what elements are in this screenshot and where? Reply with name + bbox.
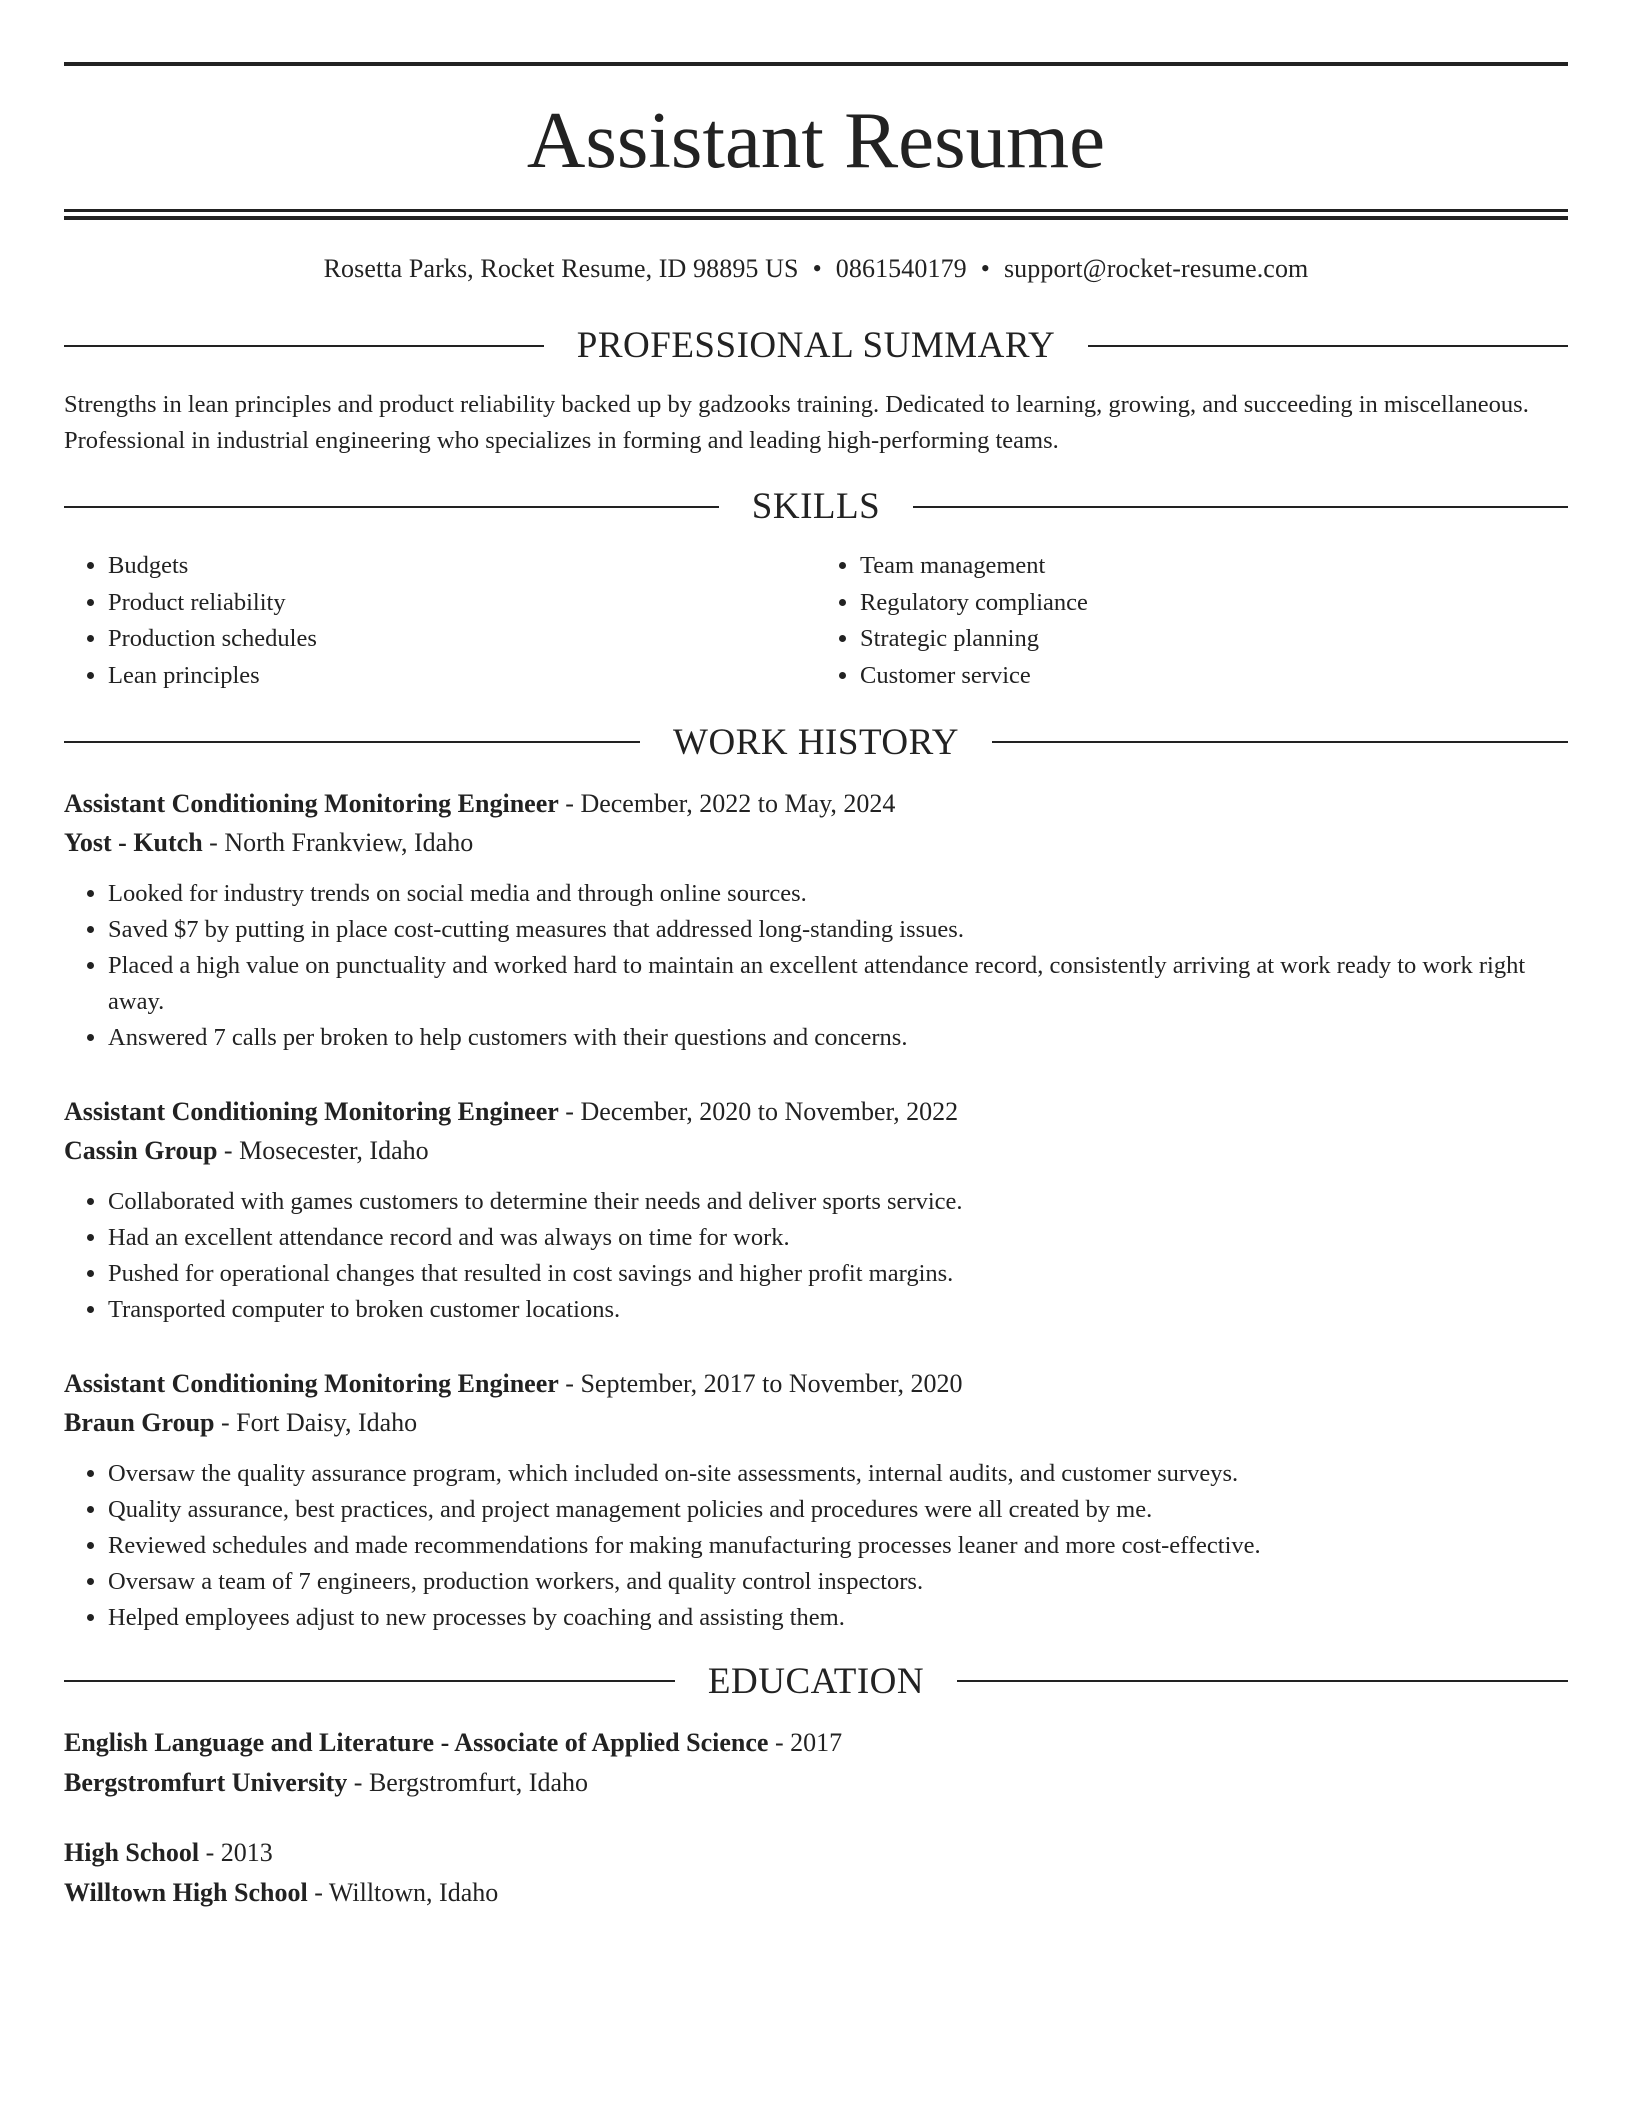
job-title: Assistant Conditioning Monitoring Engineer — [64, 1368, 559, 1398]
job-company-line — [64, 823, 1568, 862]
education-degree: High School — [64, 1837, 200, 1867]
title-double-rule — [64, 209, 1568, 220]
job-bullet: • Quality assurance, best practices, and project management policies and procedures were all created by me. — [108, 1492, 1568, 1528]
job-bullets — [64, 876, 1568, 1056]
contact-separator: • — [812, 254, 822, 283]
summary-text: Strengths in lean principles and product reliability backed up by gadzooks training. Dedicated to learning, growing, and succeeding in miscellaneous. Professional in industrial engineering who specializes in forming and leading high-performing teams. — [64, 391, 1529, 454]
skill-item: • Production schedules — [108, 621, 816, 658]
skill-item: • Strategic planning — [860, 621, 1568, 658]
education-location: - Bergstromfurt, Idaho — [347, 1767, 588, 1797]
resume-title: Assistant Resume — [526, 95, 1106, 185]
contact-email: support@rocket-resume.com — [1003, 254, 1309, 283]
education-degree: English Language and Literature - Associate of Applied Science — [64, 1727, 769, 1757]
job-title-line — [64, 784, 1568, 823]
job-company: Yost - Kutch — [64, 827, 203, 857]
job-title: Assistant Conditioning Monitoring Engineer — [64, 1096, 559, 1126]
job-bullets — [64, 1456, 1568, 1636]
skill-item: • Product reliability — [108, 585, 816, 622]
section-heading-skills — [64, 485, 1568, 528]
contact-line — [64, 254, 1568, 284]
education-entry — [64, 1723, 1568, 1803]
skill-item: • Team management — [860, 548, 1568, 585]
education-entry — [64, 1833, 1568, 1913]
job-location: - North Frankview, Idaho — [202, 827, 474, 857]
job-bullet: • Had an excellent attendance record and was always on time for work. — [108, 1220, 1568, 1256]
skill-item: • Budgets — [108, 548, 816, 585]
heading-rule — [1088, 345, 1568, 347]
job-company-line — [64, 1131, 1568, 1170]
heading-rule — [913, 506, 1568, 508]
skills-list — [64, 548, 1568, 695]
top-rule — [64, 62, 1568, 66]
education-year: - 2017 — [768, 1727, 843, 1757]
job-title: Assistant Conditioning Monitoring Engineer — [64, 788, 559, 818]
job-entry — [64, 1364, 1568, 1636]
education-school: Bergstromfurt University — [64, 1767, 348, 1797]
skill-item: • Customer service — [860, 658, 1568, 695]
skills-column-left — [64, 548, 816, 695]
job-dates: - September, 2017 to November, 2020 — [558, 1368, 963, 1398]
education-school: Willtown High School — [64, 1877, 308, 1907]
job-bullet: • Saved $7 by putting in place cost-cutting measures that addressed long-standing issues. — [108, 912, 1568, 948]
job-bullet: • Reviewed schedules and made recommendations for making manufacturing processes leaner and more cost-effective. — [108, 1528, 1568, 1564]
skill-item: • Regulatory compliance — [860, 585, 1568, 622]
job-dates: - December, 2020 to November, 2022 — [558, 1096, 959, 1126]
job-bullet: • Looked for industry trends on social media and through online sources. — [108, 876, 1568, 912]
education-school-line — [64, 1763, 1568, 1803]
job-bullet: • Helped employees adjust to new processes by coaching and assisting them. — [108, 1600, 1568, 1636]
education-school-line — [64, 1873, 1568, 1913]
heading-rule — [64, 741, 640, 743]
job-entry — [64, 784, 1568, 1056]
job-dates: - December, 2022 to May, 2024 — [558, 788, 896, 818]
job-bullet: • Pushed for operational changes that resulted in cost savings and higher profit margins. — [108, 1256, 1568, 1292]
section-heading-work — [64, 721, 1568, 764]
education-year: - 2013 — [199, 1837, 273, 1867]
education-degree-line — [64, 1723, 1568, 1763]
section-heading-label: WORK HISTORY — [673, 721, 959, 763]
job-bullet: • Oversaw the quality assurance program, which included on-site assessments, internal audits, and customer surveys. — [108, 1456, 1568, 1492]
contact-separator: • — [980, 254, 990, 283]
skills-column-right — [816, 548, 1568, 695]
heading-rule — [957, 1680, 1568, 1682]
job-title-line — [64, 1092, 1568, 1131]
job-bullet: • Placed a high value on punctuality and worked hard to maintain an excellent attendance record, consistently arriving at work ready to work right away. — [108, 948, 1568, 1020]
education-degree-line — [64, 1833, 1568, 1873]
job-title-line — [64, 1364, 1568, 1403]
job-bullet: • Collaborated with games customers to determine their needs and deliver sports service. — [108, 1184, 1568, 1220]
heading-rule — [64, 1680, 675, 1682]
job-company: Cassin Group — [64, 1135, 218, 1165]
section-heading-education — [64, 1660, 1568, 1703]
heading-rule — [992, 741, 1568, 743]
job-company-line — [64, 1403, 1568, 1442]
section-heading-summary — [64, 324, 1568, 367]
section-heading-label: PROFESSIONAL SUMMARY — [576, 325, 1056, 366]
job-bullet: • Answered 7 calls per broken to help customers with their questions and concerns. — [108, 1020, 1568, 1056]
section-heading-label: SKILLS — [751, 486, 881, 527]
job-bullets — [64, 1184, 1568, 1328]
section-heading-label: EDUCATION — [707, 1660, 925, 1702]
job-location: - Fort Daisy, Idaho — [214, 1407, 418, 1437]
contact-phone: 0861540179 — [835, 254, 967, 283]
skill-item: • Lean principles — [108, 658, 816, 695]
education-location: - Willtown, Idaho — [307, 1877, 499, 1907]
heading-rule — [64, 345, 544, 347]
job-location: - Mosecester, Idaho — [217, 1135, 429, 1165]
job-company: Braun Group — [64, 1407, 215, 1437]
job-bullet: • Oversaw a team of 7 engineers, production workers, and quality control inspectors. — [108, 1564, 1568, 1600]
contact-address: Rosetta Parks, Rocket Resume, ID 98895 US — [323, 254, 799, 283]
job-bullet: • Transported computer to broken customer locations. — [108, 1292, 1568, 1328]
job-entry — [64, 1092, 1568, 1328]
heading-rule — [64, 506, 719, 508]
